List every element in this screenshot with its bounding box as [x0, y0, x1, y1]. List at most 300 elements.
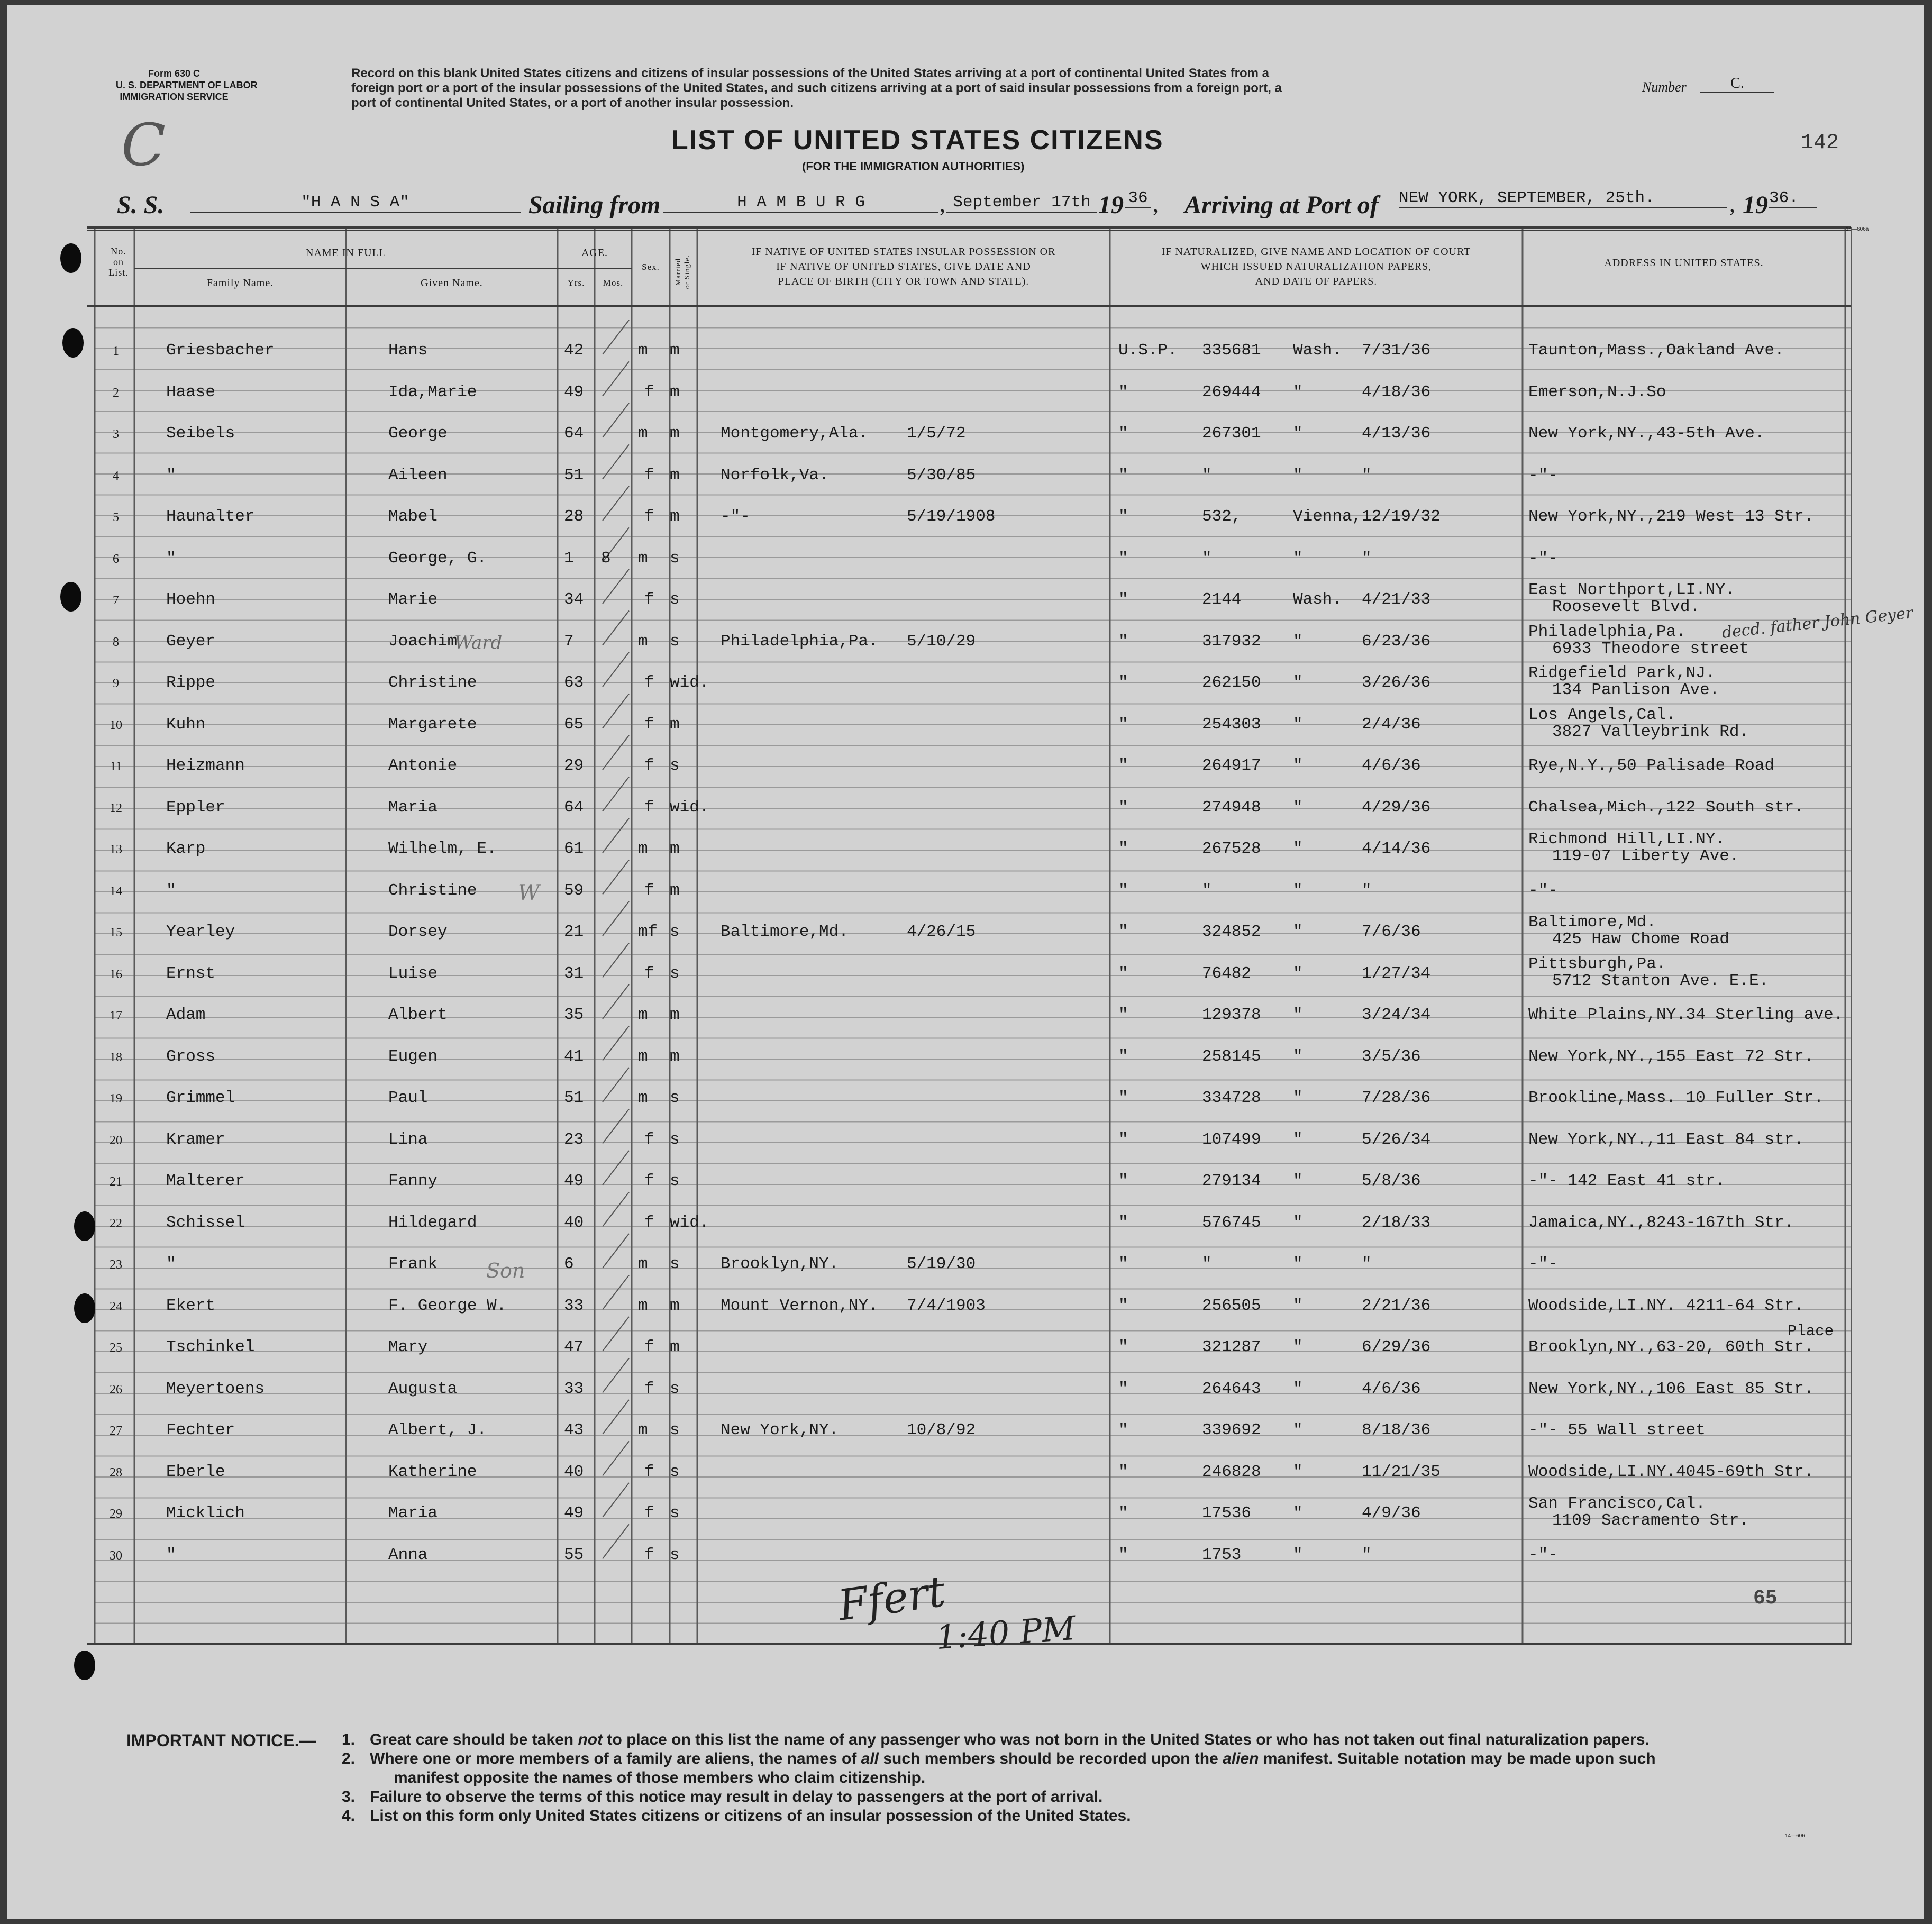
notice-part: Failure to observe the terms of this notice may result in delay to passengers at the port of arrival.: [370, 1788, 1103, 1806]
cell-birth-date: 5/10/29: [907, 632, 976, 651]
cell-nat-date: 8/18/36: [1362, 1421, 1431, 1439]
cell-sex: f: [644, 964, 654, 983]
notice-part: List on this form only United States citizens or citizens of an insular possession of the United States.: [370, 1807, 1131, 1825]
number-value: C.: [1700, 75, 1774, 93]
cell-no: 21: [110, 1175, 122, 1189]
cell-nat-court: ": [1293, 1172, 1303, 1190]
cell-given: Paul: [388, 1089, 428, 1107]
cell-birth-date: 5/19/1908: [907, 507, 996, 526]
cell-given: Mary: [388, 1338, 428, 1356]
sailing-year-prefix: 19: [1098, 191, 1124, 219]
notice-part: manifest. Suitable notation may be made upon such: [1259, 1750, 1656, 1767]
cell-addr1: New York,NY.,43-5th Ave.: [1528, 424, 1765, 443]
cell-nat-date: 4/14/36: [1362, 840, 1431, 858]
rule-line: [603, 1275, 629, 1310]
cell-sex: m: [638, 1089, 648, 1107]
arriving-label: Arriving at Port of: [1184, 191, 1379, 219]
notice-text: [370, 1750, 1656, 1768]
cell-family: Eppler: [166, 798, 225, 817]
cell-nat-pre: ": [1118, 1421, 1128, 1439]
cell-nat-no: 256505: [1202, 1296, 1261, 1315]
cell-sex: m: [638, 549, 648, 568]
cell-given: Maria: [388, 1504, 438, 1522]
rule-line: [603, 694, 629, 728]
cell-family: Seibels: [166, 424, 235, 443]
cell-birth: Baltimore,Md.: [721, 923, 849, 941]
cell-ms: s: [670, 964, 680, 983]
cell-addr1: Jamaica,NY.,8243-167th Str.: [1528, 1213, 1794, 1232]
sailing-label: Sailing from: [528, 191, 661, 219]
cell-nat-pre: ": [1118, 923, 1128, 941]
cell-ms: m: [670, 424, 680, 443]
cell-nat-no: 321287: [1202, 1338, 1261, 1356]
cell-yrs: 49: [564, 382, 584, 402]
cell-given: Margarete: [388, 715, 477, 734]
cell-nat-date: 1/27/34: [1362, 964, 1431, 983]
cell-addr1: -"-: [1528, 1255, 1558, 1273]
cell-yrs: 31: [564, 964, 584, 983]
cell-sex: f: [644, 756, 654, 775]
header-mos: Mos.: [603, 278, 624, 288]
cell-nat-court: ": [1293, 964, 1303, 983]
cell-nat-pre: ": [1118, 964, 1128, 983]
cell-yrs: 51: [564, 1089, 584, 1107]
cell-no: 8: [113, 635, 119, 649]
cell-family: Kuhn: [166, 715, 206, 734]
cell-nat-no: 264643: [1202, 1379, 1261, 1398]
cell-addr1: Chalsea,Mich.,122 South str.: [1528, 798, 1804, 817]
cell-ms: m: [670, 1296, 680, 1315]
cell-no: 25: [110, 1341, 122, 1355]
cell-given: Aileen: [388, 466, 448, 485]
cell-nat-date: ": [1362, 881, 1372, 900]
cell-nat-no: ": [1202, 549, 1212, 568]
printer-mark: 14—606a: [1846, 226, 1869, 232]
cell-addr1: East Northport,LI.NY.: [1528, 581, 1735, 599]
cell-ms: m: [670, 881, 680, 900]
cell-nat-date: 2/18/33: [1362, 1213, 1431, 1232]
cell-mos: 8: [601, 549, 611, 568]
cell-addr2: 134 Panlison Ave.: [1552, 681, 1720, 699]
cell-nat-pre: ": [1118, 756, 1128, 775]
cell-nat-court: ": [1293, 424, 1303, 443]
cell-nat-court: ": [1293, 1462, 1303, 1481]
cell-ms: wid.: [670, 673, 709, 692]
cell-yrs: 28: [564, 507, 584, 526]
cell-given: Albert, J.: [388, 1421, 487, 1439]
cell-yrs: 65: [564, 715, 584, 734]
cell-no: 24: [110, 1299, 122, 1314]
cell-nat-date: ": [1362, 466, 1372, 485]
header-native: IF NATIVE OF UNITED STATES INSULAR POSSESSION OR IF NATIVE OF UNITED STATES, GIVE DATE AND PLACE OF BIRTH (CITY OR TOWN AND STATE).: [751, 246, 1056, 287]
cell-given: Dorsey: [388, 923, 448, 941]
cell-nat-pre: ": [1118, 1379, 1128, 1398]
cell-sex: f: [644, 1338, 654, 1356]
cell-sex: f: [644, 673, 654, 692]
cell-sex: f: [644, 507, 654, 526]
cell-nat-no: 576745: [1202, 1213, 1261, 1232]
cell-nat-pre: U.S.P.: [1118, 341, 1178, 360]
cell-nat-pre: ": [1118, 1006, 1128, 1024]
cell-nat-court: ": [1293, 881, 1303, 900]
form-number: Form 630 C: [148, 68, 201, 79]
header-no: No. on List.: [108, 246, 129, 278]
rule-line: [603, 818, 629, 853]
cell-ms: wid.: [670, 1213, 709, 1232]
cell-nat-court: ": [1293, 1504, 1303, 1522]
cell-nat-court: ": [1293, 1296, 1303, 1315]
rule-line: [603, 320, 629, 354]
cell-addr2: 5712 Stanton Ave. E.E.: [1552, 971, 1769, 990]
cell-nat-pre: ": [1118, 424, 1128, 443]
cell-family: Tschinkel: [166, 1338, 255, 1356]
cell-nat-pre: ": [1118, 1089, 1128, 1107]
cell-nat-no: ": [1202, 881, 1212, 900]
cell-family: Yearley: [166, 923, 235, 941]
cell-birth: New York,NY.: [721, 1421, 839, 1439]
instruction-line: port of continental United States, or a port of another insular possession.: [351, 96, 794, 110]
cell-ms: s: [670, 1255, 680, 1273]
cell-addr1: New York,NY.,219 West 13 Str.: [1528, 507, 1814, 526]
cell-nat-no: 258145: [1202, 1047, 1261, 1066]
sailing-year: 36: [1125, 189, 1151, 208]
cell-addr2: 6933 Theodore street: [1552, 639, 1749, 658]
cell-nat-no: 76482: [1202, 964, 1252, 983]
cell-family: Griesbacher: [166, 341, 275, 360]
cell-addr1: -"-: [1528, 549, 1558, 568]
cell-addr1: -"-: [1528, 1545, 1558, 1564]
cell-no: 13: [110, 843, 122, 856]
cell-yrs: 41: [564, 1047, 584, 1066]
cell-given: Luise: [388, 964, 438, 983]
cell-nat-no: 246828: [1202, 1462, 1261, 1481]
cell-family: Hoehn: [166, 590, 216, 609]
cell-addr1: White Plains,NY.34 Sterling ave.: [1528, 1006, 1844, 1024]
cell-birth: Mount Vernon,NY.: [721, 1296, 878, 1315]
cell-given: George: [388, 424, 448, 443]
cell-nat-no: 274948: [1202, 798, 1261, 817]
cell-family: Ekert: [166, 1296, 216, 1315]
cell-family: ": [166, 466, 176, 485]
cell-nat-pre: ": [1118, 1504, 1128, 1522]
cell-no: 22: [110, 1216, 122, 1230]
service: IMMIGRATION SERVICE: [120, 92, 229, 102]
arriving-port: NEW YORK, SEPTEMBER, 25th.: [1399, 189, 1727, 208]
cell-ms: m: [670, 507, 680, 526]
rule-line: [603, 652, 629, 687]
cell-nat-court: ": [1293, 466, 1303, 485]
cell-ms: s: [670, 1504, 680, 1522]
cell-sex: f: [644, 1172, 654, 1190]
rule-line: [603, 777, 629, 811]
cell-sex: m: [638, 1255, 648, 1273]
cell-family: Heizmann: [166, 756, 245, 775]
cell-nat-pre: ": [1118, 1338, 1128, 1356]
cell-sex: f: [644, 881, 654, 900]
cell-nat-date: 2/4/36: [1362, 715, 1421, 734]
cell-given: Eugen: [388, 1047, 438, 1066]
cell-nat-no: 267301: [1202, 424, 1261, 443]
cell-addr1: Emerson,N.J.So: [1528, 382, 1666, 402]
cell-nat-no: ": [1202, 1255, 1212, 1273]
cell-yrs: 40: [564, 1213, 584, 1232]
cell-nat-no: 1753: [1202, 1545, 1242, 1564]
cell-nat-court: ": [1293, 1089, 1303, 1107]
cell-ms: m: [670, 840, 680, 858]
cell-addr1: Ridgefield Park,NJ.: [1528, 664, 1716, 682]
cell-addr1: -"- 142 East 41 str.: [1528, 1172, 1726, 1190]
header-naturalized: IF NATURALIZED, GIVE NAME AND LOCATION OF COURT WHICH ISSUED NATURALIZATION PAPERS, AND DATE OF PAPERS.: [1161, 246, 1471, 287]
cell-ms: s: [670, 1130, 680, 1149]
cell-addr1: Los Angels,Cal.: [1528, 705, 1676, 724]
cell-given: Marie: [388, 590, 438, 609]
sheet-count: 65: [1753, 1587, 1778, 1610]
cell-addr1: Brooklyn,NY.,63-20, 60th Str.: [1528, 1338, 1814, 1356]
cell-nat-date: ": [1362, 1545, 1372, 1564]
cell-sex: f: [644, 798, 654, 817]
rule-line: [603, 1525, 629, 1559]
cell-birth: Montgomery,Ala.: [721, 424, 869, 443]
notice-part: alien: [1223, 1750, 1259, 1767]
cell-birth: Philadelphia,Pa.: [721, 632, 878, 651]
instruction-line: Record on this blank United States citizens and citizens of insular possessions of the United States arriving at a port of continental United States from a: [351, 66, 1269, 80]
cell-family: Haunalter: [166, 507, 255, 526]
handwritten-note: W: [518, 881, 540, 905]
cell-nat-date: 4/29/36: [1362, 798, 1431, 817]
notice-part: to place on this list the name of any passenger who was not born in the United States or who has not taken out final naturalization papers.: [603, 1731, 1650, 1748]
cell-family: Fechter: [166, 1421, 235, 1439]
cell-nat-no: 264917: [1202, 756, 1261, 775]
cell-family: Kramer: [166, 1130, 225, 1149]
cell-given: Christine: [388, 881, 477, 900]
cell-no: 6: [113, 552, 119, 566]
cell-no: 20: [110, 1133, 122, 1147]
cell-sex: f: [644, 1504, 654, 1522]
cell-nat-court: ": [1293, 382, 1303, 402]
cell-addr1: -"-: [1528, 466, 1558, 485]
cell-no: 12: [110, 801, 122, 815]
number-label: Number: [1642, 79, 1687, 95]
form-instructions: [351, 66, 1282, 111]
cell-no: 17: [110, 1009, 122, 1023]
notice-part: all: [861, 1750, 879, 1767]
cell-given: Joachim: [388, 632, 458, 651]
cell-addr1: Pittsburgh,Pa.: [1528, 954, 1666, 973]
cell-given: Lina: [388, 1130, 428, 1149]
rule-line: [603, 1151, 629, 1185]
instruction-line: foreign port or a port of the insular possessions of the United States, and such citizens arriving at a port of said insular possessions from a foreign port, a: [351, 81, 1282, 95]
cell-no: 1: [113, 344, 119, 358]
cell-ms: s: [670, 1462, 680, 1481]
cell-no: 27: [110, 1424, 122, 1438]
rule-line: [603, 860, 629, 895]
cell-ms: wid.: [670, 798, 709, 817]
cell-sex: m: [638, 1421, 648, 1439]
cell-addr1: Baltimore,Md.: [1528, 913, 1656, 932]
cell-family: Rippe: [166, 673, 216, 692]
cell-nat-court: ": [1293, 1255, 1303, 1273]
cell-nat-no: 254303: [1202, 715, 1261, 734]
cell-addr2: 119-07 Liberty Ave.: [1552, 847, 1739, 865]
cell-nat-no: 339692: [1202, 1421, 1261, 1439]
cell-nat-no: 267528: [1202, 840, 1261, 858]
cell-ms: s: [670, 1545, 680, 1564]
cell-addr1: Taunton,Mass.,Oakland Ave.: [1528, 341, 1784, 360]
cell-given: Hildegard: [388, 1213, 477, 1232]
rule-line: [603, 735, 629, 770]
cell-sex: f: [644, 382, 654, 402]
rule-line: [603, 1026, 629, 1061]
cell-nat-pre: ": [1118, 382, 1128, 402]
cell-nat-pre: ": [1118, 507, 1128, 526]
cell-yrs: 6: [564, 1255, 574, 1273]
cell-nat-court: ": [1293, 840, 1303, 858]
cell-family: Malterer: [166, 1172, 245, 1190]
cell-nat-court: Vienna,: [1293, 507, 1362, 526]
rule-line: [603, 1068, 629, 1102]
cell-ms: m: [670, 341, 680, 360]
cell-addr2: Roosevelt Blvd.: [1552, 598, 1700, 616]
cell-yrs: 64: [564, 424, 584, 443]
cell-nat-pre: ": [1118, 1213, 1128, 1232]
cell-no: 14: [110, 884, 122, 898]
cell-sex: mf: [638, 923, 658, 941]
cell-birth-date: 1/5/72: [907, 424, 966, 443]
rule-line: [603, 611, 629, 645]
cell-yrs: 1: [564, 549, 574, 568]
cell-yrs: 64: [564, 798, 584, 817]
cell-yrs: 59: [564, 881, 584, 900]
cell-given: Ida,Marie: [388, 382, 477, 402]
cell-nat-court: ": [1293, 1545, 1303, 1564]
cell-family: Geyer: [166, 632, 216, 651]
cell-yrs: 29: [564, 756, 584, 775]
cell-yrs: 49: [564, 1504, 584, 1522]
cell-nat-pre: ": [1118, 1047, 1128, 1066]
ship-name: "H A N S A": [190, 193, 521, 213]
cell-nat-date: 4/6/36: [1362, 756, 1421, 775]
cell-no: 30: [110, 1548, 122, 1563]
punch-hole: [74, 1211, 95, 1241]
manifest-sheet: Form 630 C U. S. DEPARTMENT OF LABOR IMMIGRATION SERVICE C Record on this blank United States citizens and citizens of insular possessions of the United States arriving at a port of continental United States from a foreign port or a port of the insular possessions of the United States, and such citizens arriving at a port of said insular possessions from a foreign port, a port of continental United States, or a port of another insular possession. Number C. LIST OF UNITED STATES CITIZENS (FOR THE IMMIGRATION AUTHORITIES) 142 S. S. "H A N S A" Sailing from H A M B U R G , September 17th 19 36 , Arriving at Port of NEW YORK, SEPTEMBER, 25th. , 19 36. 14—606a No. on List. NAME IN FULL Family Name. Given Name. AGE. Yrs. Mos. Sex. Married or Single. IF NATIVE OF UNITED STATES INSULAR POSSESSION OR IF NATIVE OF UNITED STATES, GIVE DATE AND PLACE OF BIRTH (CITY OR TOWN AND STATE). IF NATURALIZED, GIVE NAME AND LOCATION OF COURT WHICH ISSUED NATURALIZATION PAPERS, AND DATE OF PAPERS. ADDRESS IN UNITED STATES. 1 Griesbacher Hans 42 m m U.S.P. 335681 Wash. 7/31/36 Taunton,Mass.,Oakland Ave. 2 Haase Ida,Marie 49 f m " 269444 " 4/18/36 Emerson,N.J.So 3 Seibels George 64 m m Montgomery,Ala. 1/5/72 " 267301 " 4/13/36 New York,NY.,43-5th Ave. 4 " Aileen 51 f m Norfolk,Va. 5/30/85 " " " " -"- 5 Haunalter Mabel 28 f m -"- 5/19/1908 " 532, Vienna, 12/19/32 New York,NY.,219 West 13 Str. 6 " George, G. 1 8 m s " " " " -"- 7 Hoehn Marie 34 f s " 2144 Wash. 4/21/33 East Northport,LI.NY. Roosevelt Blvd. 8 Geyer Joachim 7 m s Philadelphia,Pa. 5/10/29 " 317932 " 6/23/36 Philadelphia,Pa. 6933 Theodore street 9 Rippe Christine 63 f wid. " 262150 " 3/26/36 Ridgefield Park,NJ. 134 Panlison Ave. 10 Kuhn Margarete 65 f m " 254303 " 2/4/36 Los Angels,Cal. 3827 Valleybrink Rd. 11 Heizmann Antonie 29 f s " 264917 " 4/6/36 Rye,N.Y.,50 Palisade Road 12 Eppler Maria 64 f wid. " 274948 " 4/29/36 Chalsea,Mich.,122 South str. 13 Karp Wilhelm, E. 61 m m " 267528 " 4/14/36 Richmond Hill,LI.NY. 119-07 Liberty Ave. 14 " Christine 59 f m " " " " -"- 15 Yearley Dorsey 21 mf s Baltimore,Md. 4/26/15 " 324852 " 7/6/36 Baltimore,Md. 425 Haw Chome Road 16 Ernst Luise 31 f s " 76482 " 1/27/34 Pittsburgh,Pa. 5712 Stanton Ave. E.E. 17 Adam Albert 35 m m " 129378 " 3/24/34 White Plains,NY.34 Sterling ave. 18 Gross Eugen 41 m m " 258145 " 3/5/36 New York,NY.,155 East 72 Str. 19 Grimmel Paul 51 m s " 334728 " 7/28/36 Brookline,Mass. 10 Fuller Str. 20 Kramer Lina 23 f s " 107499 " 5/26/34 New York,NY.,11 East 84 str. 21 Malterer Fanny 49 f s " 279134 " 5/8/36 -"- 142 East 41 str. 22 Schissel Hildegard 40 f wid. " 576745 " 2/18/33 Jamaica,NY.,8243-167th Str. 23 " Frank 6 m s Brooklyn,NY. 5/19/30 " " " " -"- 24 Ekert F. George W. 33 m m Mount Vernon,NY. 7/4/1903 " 256505 " 2/21/36 Woodside,LI.NY. 4211-64 Str. 25 Tschinkel Mary 47 f m " 321287 " 6/29/36 Brooklyn,NY.,63-20, 60th Str. 26 Meyertoens Augusta 33 f s " 264643 " 4/6/36 New York,NY.,106 East 85 Str. 27 Fechter Albert, J. 43 m s New York,NY. 10/8/92 " 339692 " 8/18/36 -"- 55 Wall street 28 Eberle Katherine 40 f s " 246828 " 11/21/35 Woodside,LI.NY.4045-69th Str. 29 Micklich Maria 49 f s " 17536 " 4/9/36 San Francisco,Cal. 1109 Sacramento Str. 30 " Anna 55 f s " 1753 " " -"- Ward decd. father John Geyer W Son Place Ffert 1:40 PM 65 IMPORTANT NOTICE.— 1. Great care should be taken not to place on this list the name of any passenger who was not born in the United States or who has not taken out final naturalization papers. 2. Where one or more members of a family are aliens, the names of all such members should be recorded upon the alien manifest. Suitable notation may be made upon such manifest opposite the names of those members who claim citizenship. 3. Failure to observe the terms of this notice may result in delay to passengers at the port of arrival. 4. List on this form only United States citizens or citizens of an insular possession of the United States. 14—606: [7, 5, 1924, 1919]
cell-nat-pre: ": [1118, 1130, 1128, 1149]
cell-addr2: 1109 Sacramento Str.: [1552, 1511, 1749, 1530]
cell-yrs: 21: [564, 923, 584, 941]
handwritten-note: Ward: [454, 632, 503, 653]
cell-yrs: 7: [564, 632, 574, 651]
punch-hole: [74, 1293, 95, 1323]
cell-sex: f: [644, 1379, 654, 1398]
cell-yrs: 33: [564, 1296, 584, 1315]
cell-nat-court: ": [1293, 549, 1303, 568]
cell-given: F. George W.: [388, 1296, 507, 1315]
cell-nat-date: 3/26/36: [1362, 673, 1431, 692]
cell-yrs: 23: [564, 1130, 584, 1149]
cell-given: Mabel: [388, 507, 438, 526]
page-title: LIST OF UNITED STATES CITIZENS: [671, 125, 1164, 156]
cell-birth-date: 10/8/92: [907, 1421, 976, 1439]
sailing-port: H A M B U R G: [663, 193, 938, 213]
cell-family: Meyertoens: [166, 1379, 265, 1398]
notice-part: not: [578, 1731, 603, 1748]
cell-nat-date: 4/9/36: [1362, 1504, 1421, 1522]
cell-yrs: 42: [564, 341, 584, 360]
header-given-name: Given Name.: [421, 277, 483, 289]
rule-line: [603, 1358, 629, 1393]
rule-line: [603, 984, 629, 1019]
cell-ms: m: [670, 1338, 680, 1356]
cell-yrs: 34: [564, 590, 584, 609]
notice-text: [370, 1788, 1102, 1806]
cell-birth: Norfolk,Va.: [721, 466, 829, 485]
cell-no: 28: [110, 1465, 122, 1480]
cell-nat-no: 17536: [1202, 1504, 1252, 1522]
notice-number: 4.: [342, 1807, 356, 1825]
cell-nat-no: ": [1202, 466, 1212, 485]
cell-given: Anna: [388, 1545, 428, 1564]
notice-part: Where one or more members of a family are aliens, the names of: [370, 1750, 861, 1767]
page-subtitle: (FOR THE IMMIGRATION AUTHORITIES): [802, 160, 1025, 173]
header-age: AGE.: [581, 247, 608, 259]
cell-nat-date: 5/8/36: [1362, 1172, 1421, 1190]
rule-line: [603, 569, 629, 604]
cell-nat-court: ": [1293, 673, 1303, 692]
cell-no: 16: [110, 967, 122, 981]
cell-no: 19: [110, 1092, 122, 1106]
cell-birth-date: 5/30/85: [907, 466, 976, 485]
cell-family: Ernst: [166, 964, 216, 983]
notice-number: 2.: [342, 1750, 356, 1767]
cell-nat-no: 269444: [1202, 382, 1261, 402]
cell-no: 18: [110, 1050, 122, 1064]
cell-ms: s: [670, 1089, 680, 1107]
rule-line: [603, 1234, 629, 1268]
cell-nat-date: 4/21/33: [1362, 590, 1431, 609]
cell-addr1: Richmond Hill,LI.NY.: [1528, 830, 1726, 849]
header-address: ADDRESS IN UNITED STATES.: [1604, 257, 1764, 269]
cell-given: Fanny: [388, 1172, 438, 1190]
cell-ms: s: [670, 1421, 680, 1439]
cell-nat-no: 334728: [1202, 1089, 1261, 1107]
cell-family: Grimmel: [166, 1089, 235, 1107]
cell-sex: m: [638, 632, 648, 651]
inspector-signature: Ffert: [835, 1566, 949, 1630]
cell-ms: m: [670, 715, 680, 734]
cell-nat-no: 279134: [1202, 1172, 1261, 1190]
cell-yrs: 40: [564, 1462, 584, 1481]
cell-nat-court: ": [1293, 798, 1303, 817]
cell-birth-date: 4/26/15: [907, 923, 976, 941]
cell-sex: f: [644, 1545, 654, 1564]
cell-family: Schissel: [166, 1213, 245, 1232]
cell-nat-court: ": [1293, 632, 1303, 651]
cell-family: Haase: [166, 382, 216, 402]
cell-nat-pre: ": [1118, 632, 1128, 651]
header-name-in-full: NAME IN FULL: [306, 247, 386, 259]
cell-nat-court: Wash.: [1293, 590, 1343, 609]
cell-nat-date: ": [1362, 1255, 1372, 1273]
cell-given: George, G.: [388, 549, 487, 568]
notice-number: 3.: [342, 1788, 356, 1806]
cell-nat-date: 7/31/36: [1362, 341, 1431, 360]
rule-line: [603, 943, 629, 978]
cell-yrs: 61: [564, 840, 584, 858]
cell-nat-date: 7/28/36: [1362, 1089, 1431, 1107]
cell-birth-date: 7/4/1903: [907, 1296, 986, 1315]
cell-addr1: -"-: [1528, 881, 1558, 900]
cell-birth-date: 5/19/30: [907, 1255, 976, 1273]
cell-nat-pre: ": [1118, 840, 1128, 858]
